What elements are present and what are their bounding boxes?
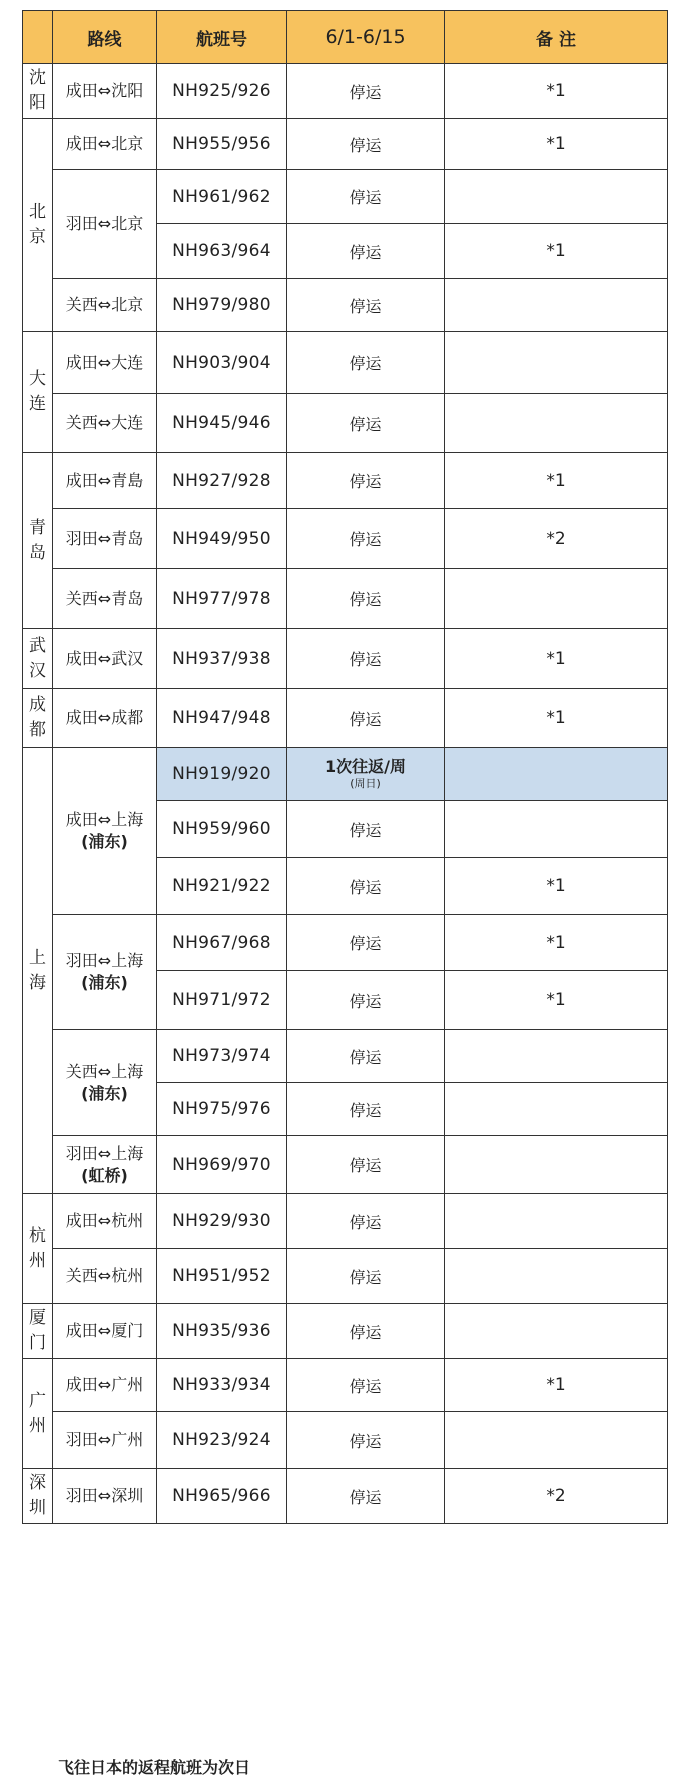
- note-cell: [445, 1304, 668, 1359]
- note-cell: *1: [445, 629, 668, 689]
- table-row: [23, 748, 668, 801]
- flight-number-cell: NH927/928: [157, 453, 287, 509]
- table-row: [23, 915, 668, 971]
- table-row: [23, 689, 668, 748]
- status-cell: 停运: [287, 1030, 445, 1083]
- table-row: [23, 1136, 668, 1194]
- city-cell: 厦门: [23, 1304, 53, 1359]
- note-cell: [445, 1412, 668, 1469]
- flight-number-cell: NH949/950: [157, 509, 287, 569]
- status-cell: 停运: [287, 394, 445, 453]
- route-cell: 关西⇔杭州: [53, 1249, 157, 1304]
- route-cell: 羽田⇔青岛: [53, 509, 157, 569]
- route-cell: 羽田⇔深圳: [53, 1469, 157, 1524]
- status-cell: 停运: [287, 170, 445, 224]
- flight-number-cell: NH919/920: [157, 748, 287, 801]
- status-cell: 1次往返/周 (周日): [287, 748, 445, 801]
- status-cell: 停运: [287, 1194, 445, 1249]
- table-row: [23, 1249, 668, 1304]
- route-cell: 关西⇔北京: [53, 279, 157, 332]
- flight-number-cell: NH967/968: [157, 915, 287, 971]
- note-cell: *1: [445, 971, 668, 1030]
- note-cell: *2: [445, 509, 668, 569]
- route-cell: 成田⇔厦门: [53, 1304, 157, 1359]
- flight-number-cell: NH965/966: [157, 1469, 287, 1524]
- status-cell: 停运: [287, 971, 445, 1030]
- status-cell: 停运: [287, 1359, 445, 1412]
- route-cell: 成田⇔北京: [53, 119, 157, 170]
- status-cell: 停运: [287, 1304, 445, 1359]
- flight-number-cell: NH951/952: [157, 1249, 287, 1304]
- table-row: [23, 279, 668, 332]
- table-row: [23, 629, 668, 689]
- table-row: [23, 1359, 668, 1412]
- route-cell: 成田⇔大连: [53, 332, 157, 394]
- status-cell: 停运: [287, 1249, 445, 1304]
- table-row: [23, 1304, 668, 1359]
- flight-number-cell: NH935/936: [157, 1304, 287, 1359]
- footnote: 飞往日本的返程航班为次日: [58, 1758, 251, 1777]
- route-cell: 关西⇔上海 (浦东): [53, 1030, 157, 1136]
- header-period: 6/1-6/15: [287, 11, 445, 64]
- flight-number-cell: NH929/930: [157, 1194, 287, 1249]
- table-row: [23, 453, 668, 509]
- flight-number-cell: NH955/956: [157, 119, 287, 170]
- note-cell: *1: [445, 64, 668, 119]
- city-cell: 上海: [23, 748, 53, 1194]
- table-row: [23, 1412, 668, 1469]
- route-cell: 成田⇔上海 (浦东): [53, 748, 157, 915]
- status-cell: 停运: [287, 915, 445, 971]
- city-cell: 深圳: [23, 1469, 53, 1524]
- flight-number-cell: NH963/964: [157, 224, 287, 279]
- table-row: [23, 394, 668, 453]
- route-cell: 成田⇔武汉: [53, 629, 157, 689]
- table-row: [23, 1030, 668, 1083]
- route-cell: 羽田⇔上海 (浦东): [53, 915, 157, 1030]
- flight-schedule-table: [22, 10, 668, 1524]
- route-cell: 成田⇔杭州: [53, 1194, 157, 1249]
- status-cell: 停运: [287, 1136, 445, 1194]
- status-cell: 停运: [287, 332, 445, 394]
- route-cell: 成田⇔成都: [53, 689, 157, 748]
- header-flight-number: 航班号: [157, 11, 287, 64]
- status-cell: 停运: [287, 1469, 445, 1524]
- route-cell: 成田⇔沈阳: [53, 64, 157, 119]
- note-cell: [445, 170, 668, 224]
- note-cell: [445, 1249, 668, 1304]
- note-cell: [445, 394, 668, 453]
- header-city-cell: [23, 11, 53, 64]
- note-cell: *1: [445, 224, 668, 279]
- note-cell: [445, 1083, 668, 1136]
- note-cell: [445, 332, 668, 394]
- note-cell: [445, 748, 668, 801]
- table-row: [23, 1469, 668, 1524]
- note-cell: *1: [445, 119, 668, 170]
- route-cell: 关西⇔青岛: [53, 569, 157, 629]
- flight-number-cell: NH937/938: [157, 629, 287, 689]
- note-cell: [445, 569, 668, 629]
- note-cell: [445, 1194, 668, 1249]
- table-header-row: [23, 11, 668, 64]
- note-cell: [445, 1030, 668, 1083]
- flight-number-cell: NH969/970: [157, 1136, 287, 1194]
- table-row: [23, 332, 668, 394]
- status-cell: 停运: [287, 1412, 445, 1469]
- city-cell: 杭州: [23, 1194, 53, 1304]
- city-cell: 青岛: [23, 453, 53, 629]
- flight-number-cell: NH973/974: [157, 1030, 287, 1083]
- status-cell: 停运: [287, 801, 445, 858]
- status-cell: 停运: [287, 569, 445, 629]
- note-cell: [445, 279, 668, 332]
- status-cell: 停运: [287, 119, 445, 170]
- status-cell: 停运: [287, 224, 445, 279]
- status-cell: 停运: [287, 689, 445, 748]
- flight-number-cell: NH971/972: [157, 971, 287, 1030]
- status-cell: 停运: [287, 629, 445, 689]
- status-cell: 停运: [287, 279, 445, 332]
- note-cell: *1: [445, 453, 668, 509]
- route-cell: 成田⇔青島: [53, 453, 157, 509]
- flight-number-cell: NH975/976: [157, 1083, 287, 1136]
- flight-number-cell: NH903/904: [157, 332, 287, 394]
- flight-number-cell: NH977/978: [157, 569, 287, 629]
- note-cell: *1: [445, 915, 668, 971]
- table-row: [23, 64, 668, 119]
- table-row: [23, 569, 668, 629]
- flight-number-cell: NH923/924: [157, 1412, 287, 1469]
- flight-number-cell: NH933/934: [157, 1359, 287, 1412]
- route-cell: 羽田⇔北京: [53, 170, 157, 279]
- status-cell: 停运: [287, 1083, 445, 1136]
- status-cell: 停运: [287, 509, 445, 569]
- flight-number-cell: NH945/946: [157, 394, 287, 453]
- flight-number-cell: NH921/922: [157, 858, 287, 915]
- flight-number-cell: NH961/962: [157, 170, 287, 224]
- status-cell: 停运: [287, 453, 445, 509]
- table-row: [23, 119, 668, 170]
- table-row: [23, 170, 668, 224]
- status-cell: 停运: [287, 64, 445, 119]
- city-cell: 武汉: [23, 629, 53, 689]
- header-note: 备 注: [445, 11, 668, 64]
- flight-number-cell: NH979/980: [157, 279, 287, 332]
- city-cell: 大连: [23, 332, 53, 453]
- note-cell: *2: [445, 1469, 668, 1524]
- city-cell: 成都: [23, 689, 53, 748]
- flight-number-cell: NH925/926: [157, 64, 287, 119]
- status-cell: 停运: [287, 858, 445, 915]
- route-cell: 成田⇔广州: [53, 1359, 157, 1412]
- header-route: 路线: [53, 11, 157, 64]
- table-row: [23, 1194, 668, 1249]
- route-cell: 羽田⇔广州: [53, 1412, 157, 1469]
- flight-number-cell: NH959/960: [157, 801, 287, 858]
- note-cell: [445, 1136, 668, 1194]
- route-cell: 羽田⇔上海 (虹桥): [53, 1136, 157, 1194]
- note-cell: *1: [445, 689, 668, 748]
- city-cell: 北京: [23, 119, 53, 332]
- note-cell: *1: [445, 858, 668, 915]
- flight-number-cell: NH947/948: [157, 689, 287, 748]
- note-cell: *1: [445, 1359, 668, 1412]
- city-cell: 沈阳: [23, 64, 53, 119]
- table-row: [23, 509, 668, 569]
- route-cell: 关西⇔大连: [53, 394, 157, 453]
- note-cell: [445, 801, 668, 858]
- city-cell: 广州: [23, 1359, 53, 1469]
